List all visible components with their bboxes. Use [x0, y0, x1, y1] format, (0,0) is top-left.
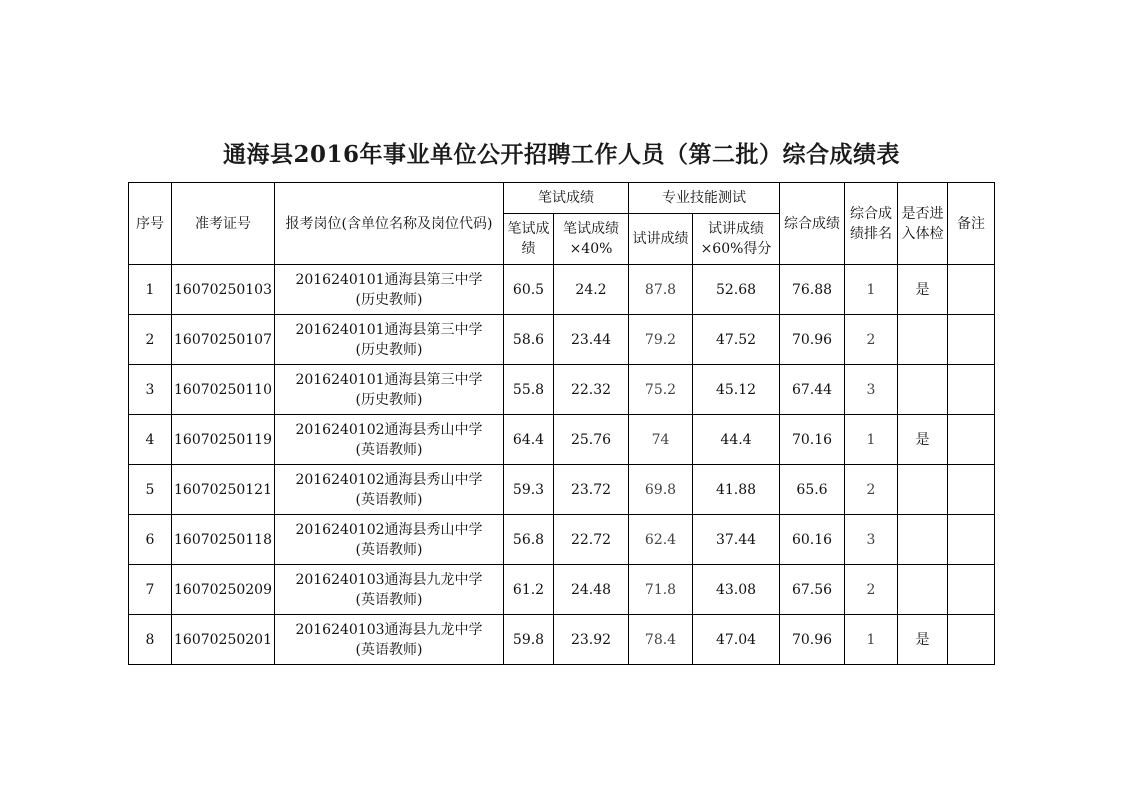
cell-total: 70.16: [780, 415, 845, 465]
cell-position: [275, 565, 504, 615]
position-post: (英语教师): [355, 541, 423, 558]
cell-written: 60.5: [504, 265, 554, 315]
header-written-score: 笔试成绩: [504, 214, 554, 265]
position-post: (历史教师): [355, 391, 423, 408]
cell-written: 59.3: [504, 465, 554, 515]
cell-total: 67.56: [780, 565, 845, 615]
cell-rank: 3: [845, 365, 898, 415]
position-name: 2016240102通海县秀山中学: [295, 421, 483, 438]
header-seq: 序号: [129, 183, 172, 265]
header-written-group: 笔试成绩: [504, 183, 629, 214]
cell-rank: 1: [845, 615, 898, 665]
cell-seq: 6: [129, 515, 172, 565]
cell-position: [275, 615, 504, 665]
cell-lecture60: 47.04: [693, 615, 780, 665]
cell-lecture60: 37.44: [693, 515, 780, 565]
cell-ticket: 16070250110: [172, 365, 275, 415]
table-row: [129, 415, 995, 465]
cell-physical: 是: [898, 615, 948, 665]
position-post: (英语教师): [355, 641, 423, 658]
scores-table: [128, 182, 995, 665]
cell-ticket: 16070250209: [172, 565, 275, 615]
cell-remark: [948, 415, 995, 465]
cell-written40: 22.32: [554, 365, 629, 415]
cell-lecture: 69.8: [629, 465, 693, 515]
header-lecture-60: 试讲成绩×60%得分: [693, 214, 780, 265]
table-row: [129, 565, 995, 615]
cell-physical: [898, 365, 948, 415]
cell-rank: 1: [845, 415, 898, 465]
header-remark: 备注: [948, 183, 995, 265]
cell-ticket: 16070250119: [172, 415, 275, 465]
cell-written40: 24.2: [554, 265, 629, 315]
cell-remark: [948, 315, 995, 365]
cell-remark: [948, 565, 995, 615]
position-name: 2016240101通海县第三中学: [295, 371, 483, 388]
cell-lecture: 75.2: [629, 365, 693, 415]
cell-lecture: 62.4: [629, 515, 693, 565]
cell-total: 70.96: [780, 615, 845, 665]
cell-written40: 25.76: [554, 415, 629, 465]
cell-lecture60: 52.68: [693, 265, 780, 315]
table-row: [129, 615, 995, 665]
position-post: (历史教师): [355, 291, 423, 308]
position-name: 2016240101通海县第三中学: [295, 321, 483, 338]
cell-written40: 23.72: [554, 465, 629, 515]
cell-ticket: 16070250118: [172, 515, 275, 565]
cell-lecture60: 47.52: [693, 315, 780, 365]
header-physical: 是否进入体检: [898, 183, 948, 265]
cell-seq: 4: [129, 415, 172, 465]
cell-remark: [948, 465, 995, 515]
header-lecture-score: 试讲成绩: [629, 214, 693, 265]
cell-position: [275, 465, 504, 515]
cell-ticket: 16070250121: [172, 465, 275, 515]
cell-lecture: 71.8: [629, 565, 693, 615]
cell-rank: 2: [845, 315, 898, 365]
cell-written: 59.8: [504, 615, 554, 665]
cell-lecture: 87.8: [629, 265, 693, 315]
cell-rank: 3: [845, 515, 898, 565]
cell-lecture: 79.2: [629, 315, 693, 365]
header-ticket: 准考证号: [172, 183, 275, 265]
cell-written40: 22.72: [554, 515, 629, 565]
cell-seq: 3: [129, 365, 172, 415]
cell-position: [275, 515, 504, 565]
cell-written: 58.6: [504, 315, 554, 365]
cell-lecture: 74: [629, 415, 693, 465]
cell-total: 67.44: [780, 365, 845, 415]
cell-ticket: 16070250107: [172, 315, 275, 365]
cell-seq: 8: [129, 615, 172, 665]
header-row-top: [129, 183, 995, 214]
cell-written40: 23.44: [554, 315, 629, 365]
cell-total: 76.88: [780, 265, 845, 315]
position-post: (历史教师): [355, 341, 423, 358]
cell-ticket: 16070250201: [172, 615, 275, 665]
header-written-40: 笔试成绩×40%: [554, 214, 629, 265]
cell-seq: 5: [129, 465, 172, 515]
header-position: 报考岗位(含单位名称及岗位代码): [275, 183, 504, 265]
cell-written: 61.2: [504, 565, 554, 615]
cell-written40: 24.48: [554, 565, 629, 615]
page-title: 通海县2016年事业单位公开招聘工作人员（第二批）综合成绩表: [222, 141, 900, 168]
cell-remark: [948, 515, 995, 565]
cell-total: 65.6: [780, 465, 845, 515]
cell-physical: [898, 315, 948, 365]
cell-seq: 2: [129, 315, 172, 365]
cell-lecture60: 43.08: [693, 565, 780, 615]
cell-seq: 1: [129, 265, 172, 315]
position-post: (英语教师): [355, 491, 423, 508]
cell-position: [275, 365, 504, 415]
cell-physical: 是: [898, 415, 948, 465]
position-name: 2016240102通海县秀山中学: [295, 521, 483, 538]
position-name: 2016240101通海县第三中学: [295, 271, 483, 288]
position-name: 2016240103通海县九龙中学: [295, 621, 483, 638]
cell-total: 60.16: [780, 515, 845, 565]
cell-rank: 1: [845, 265, 898, 315]
position-post: (英语教师): [355, 441, 423, 458]
cell-lecture: 78.4: [629, 615, 693, 665]
cell-seq: 7: [129, 565, 172, 615]
position-post: (英语教师): [355, 591, 423, 608]
cell-rank: 2: [845, 465, 898, 515]
cell-physical: 是: [898, 265, 948, 315]
cell-written: 64.4: [504, 415, 554, 465]
cell-lecture60: 44.4: [693, 415, 780, 465]
cell-lecture60: 45.12: [693, 365, 780, 415]
cell-position: [275, 315, 504, 365]
cell-written: 55.8: [504, 365, 554, 415]
cell-physical: [898, 465, 948, 515]
table-row: [129, 365, 995, 415]
position-name: 2016240102通海县秀山中学: [295, 471, 483, 488]
cell-position: [275, 415, 504, 465]
cell-written40: 23.92: [554, 615, 629, 665]
table-row: [129, 265, 995, 315]
cell-written: 56.8: [504, 515, 554, 565]
cell-remark: [948, 265, 995, 315]
table-row: [129, 315, 995, 365]
cell-total: 70.96: [780, 315, 845, 365]
cell-physical: [898, 515, 948, 565]
header-rank: 综合成绩排名: [845, 183, 898, 265]
cell-rank: 2: [845, 565, 898, 615]
table-row: [129, 515, 995, 565]
header-total: 综合成绩: [780, 183, 845, 265]
cell-lecture60: 41.88: [693, 465, 780, 515]
cell-remark: [948, 615, 995, 665]
cell-remark: [948, 365, 995, 415]
cell-position: [275, 265, 504, 315]
position-name: 2016240103通海县九龙中学: [295, 571, 483, 588]
cell-physical: [898, 565, 948, 615]
header-skill-group: 专业技能测试: [629, 183, 780, 214]
cell-ticket: 16070250103: [172, 265, 275, 315]
table-row: [129, 465, 995, 515]
